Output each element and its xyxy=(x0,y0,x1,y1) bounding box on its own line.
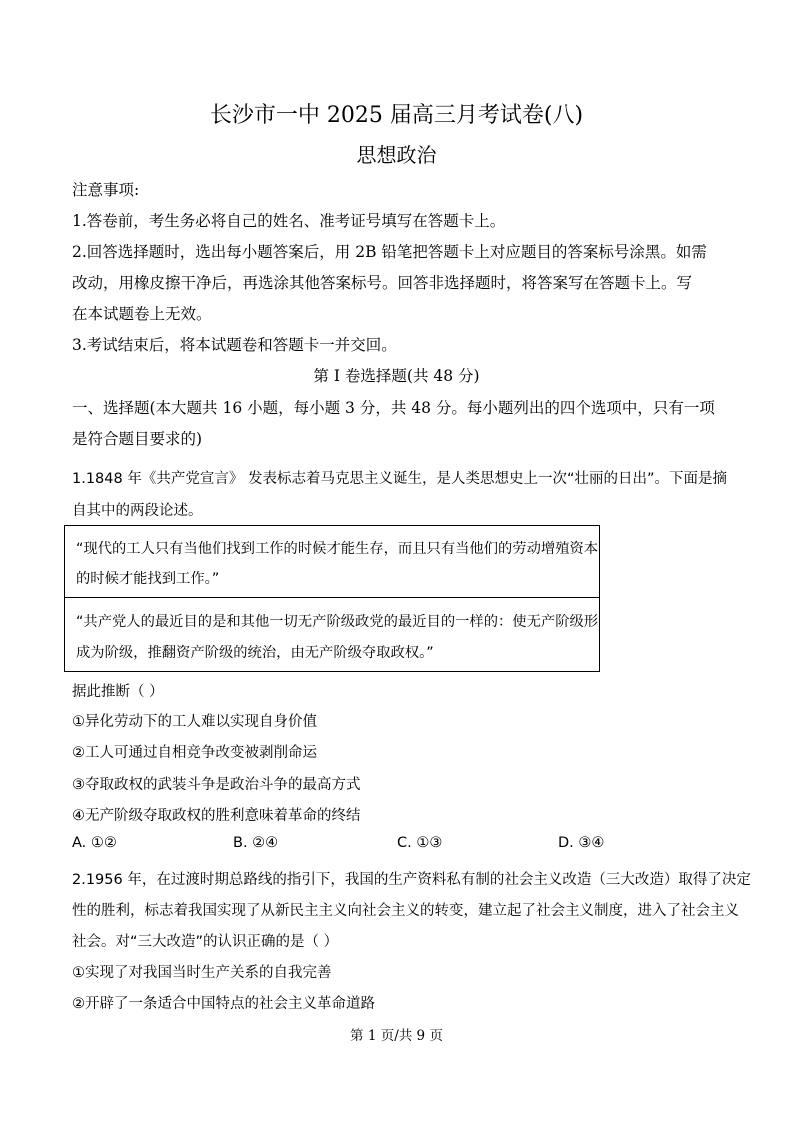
q1-statement: ①异化劳动下的工人难以实现自身价值 xyxy=(72,714,317,730)
quote-line: 的时候才能找到工作。” xyxy=(76,571,220,587)
section-title: 第 I 卷选择题(共 48 分) xyxy=(313,367,480,385)
q1-prompt: 据此推断（ ） xyxy=(72,684,164,700)
quote-box xyxy=(64,597,600,672)
exam-title: 长沙市一中 2025 届高三月考试卷(八) xyxy=(209,103,584,128)
section-instruction: 一、选择题(本大题共 16 小题，每小题 3 分，共 48 分。每小题列出的四个选项中，只有一项 xyxy=(72,399,715,417)
q1-stem: 1.1848 年《共产党宣言》 发表标志着马克思主义诞生，是人类思想史上一次“壮丽的日出”。下面是摘 xyxy=(72,471,727,487)
page-number: 第 1 页/共 9 页 xyxy=(350,1028,443,1044)
quote-line: “共产党人的最近目的是和其他一切无产阶级政党的最近目的一样的：使无产阶级形 xyxy=(76,614,599,630)
q1-option-d: D. ③④ xyxy=(558,835,605,851)
q1-statement: ②工人可通过自相竞争改变被剥削命运 xyxy=(72,745,317,761)
notice-line: 在本试题卷上无效。 xyxy=(72,305,212,323)
q2-stem: 2.1956 年，在过渡时期总路线的指引下，我国的生产资料私有制的社会主义改造（三大改造）取得了决定 xyxy=(72,872,751,888)
notice-line: 2.回答选择题时，选出每小题答案后，用 2B 铅笔把答题卡上对应题目的答案标号涂黑。如需 xyxy=(72,243,707,261)
notice-line: 3.考试结束后，将本试题卷和答题卡一并交回。 xyxy=(72,336,397,354)
q2-statement: ①实现了对我国当时生产关系的自我完善 xyxy=(72,965,332,981)
q2-stem: 性的胜利，标志着我国实现了从新民主主义向社会主义的转变，建立起了社会主义制度，进入了社会主义 xyxy=(72,903,739,919)
q1-statement: ④无产阶级夺取政权的胜利意味着革命的终结 xyxy=(72,808,361,824)
notice-line: 1.答卷前，考生务必将自己的姓名、准考证号填写在答题卡上。 xyxy=(72,212,506,230)
quote-line: “现代的工人只有当他们找到工作的时候才能生存，而且只有当他们的劳动增殖资本 xyxy=(76,541,599,557)
q1-option-b: B. ②④ xyxy=(233,835,279,851)
q1-option-a: A. ①② xyxy=(72,835,117,851)
q1-stem: 自其中的两段论述。 xyxy=(72,503,203,519)
quote-box xyxy=(64,525,600,598)
subject-title: 思想政治 xyxy=(356,143,437,167)
q2-statement: ②开辟了一条适合中国特点的社会主义革命道路 xyxy=(72,996,375,1012)
q1-statement: ③夺取政权的武装斗争是政治斗争的最高方式 xyxy=(72,777,361,793)
notice-line: 改动，用橡皮擦干净后，再选涂其他答案标号。回答非选择题时，将答案写在答题卡上。写 xyxy=(72,274,693,292)
q2-stem: 社会。对“三大改造”的认识正确的是（ ） xyxy=(72,934,339,950)
notice-heading: 注意事项: xyxy=(72,181,140,199)
q1-option-c: C. ①③ xyxy=(397,835,443,851)
quote-line: 成为阶级，推翻资产阶级的统治，由无产阶级夺取政权。” xyxy=(76,645,434,661)
section-instruction: 是符合题目要求的) xyxy=(72,430,203,448)
